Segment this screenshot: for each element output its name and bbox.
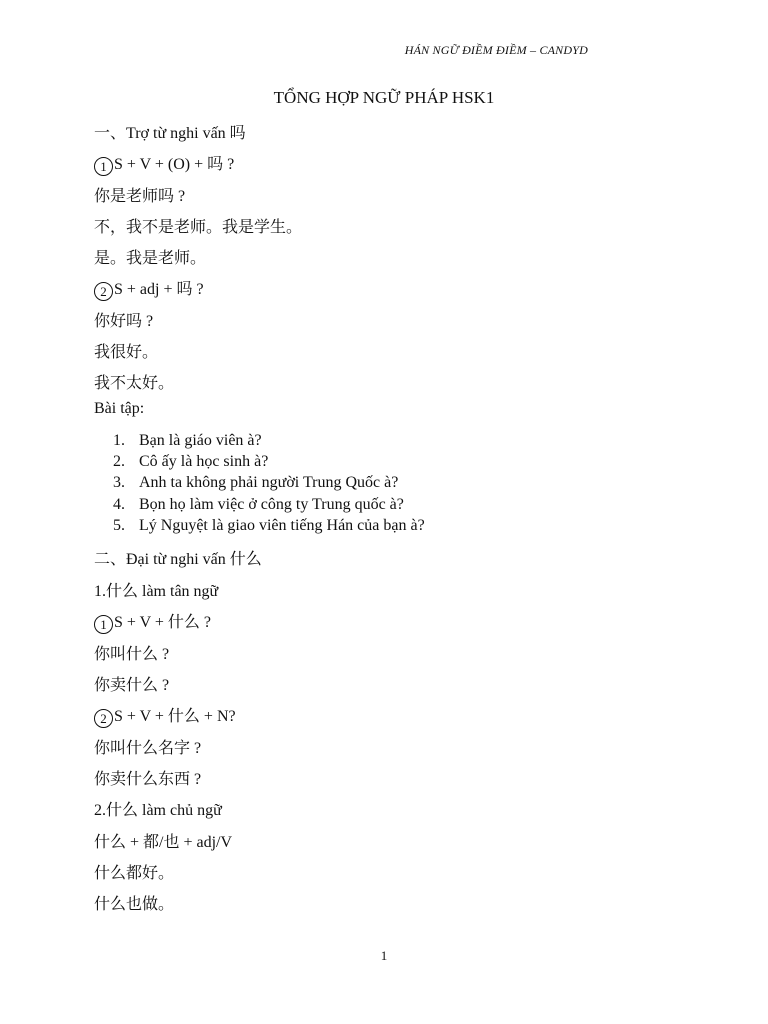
pattern-line: 什么 + 都/也 + adj/V [94, 834, 233, 851]
section-1-pattern-1 [94, 151, 234, 176]
circled-number: 1 [94, 615, 113, 634]
page-number: 1 [380, 948, 388, 963]
section-2-heading: 二、Đại từ nghi vấn 什么 [94, 551, 262, 568]
section-2-pattern-2 [94, 703, 236, 728]
list-item: 3. Anh ta không phải người Trung Quốc à? [113, 474, 399, 492]
document-title: TỔNG HỢP NGỮ PHÁP HSK1 [273, 88, 495, 107]
circled-number: 2 [94, 282, 113, 301]
exercise-list [113, 430, 425, 536]
example-sentence: 我很好。 [94, 344, 159, 361]
section-1-pattern-2 [94, 276, 204, 301]
running-header: HÁN NGỮ ĐIỀM ĐIỀM – CANDYD [404, 43, 588, 57]
example-sentence: 你好吗 ? [94, 313, 154, 330]
exercise-label: Bài tập: [94, 400, 145, 417]
subsection-heading: 2.什么 làm chủ ngữ [94, 802, 222, 819]
example-sentence: 我不太好。 [94, 375, 175, 392]
list-item: 4. Bọn họ làm việc ở công ty Trung quốc à? [113, 495, 404, 513]
list-item: 1. Bạn là giáo viên à? [113, 432, 262, 449]
list-item: 5. Lý Nguyệt là giao viên tiếng Hán của bạn à? [113, 516, 425, 534]
list-item: 2. Cô ấy là học sinh à? [113, 453, 269, 471]
example-sentence: 什么也做。 [94, 896, 175, 913]
subsection-heading: 1.什么 làm tân ngữ [94, 583, 219, 600]
circled-number: 1 [94, 157, 113, 176]
pattern-text: S + V + (O) + 吗 ? [114, 156, 235, 173]
pattern-text: S + V + 什么 ? [114, 614, 212, 631]
example-sentence: 不，我不是老师。我是学生。 [94, 219, 303, 236]
pattern-text: S + adj + 吗 ? [114, 281, 204, 298]
example-sentence: 你是老师吗 ? [94, 188, 186, 205]
pattern-text: S + V + 什么 + N? [114, 708, 236, 725]
example-sentence: 你叫什么 ? [94, 646, 170, 663]
circled-number: 2 [94, 709, 113, 728]
example-sentence: 你叫什么名字 ? [94, 740, 202, 757]
section-1-heading: 一、Trợ từ nghi vấn 吗 [94, 125, 246, 142]
example-sentence: 什么都好。 [94, 865, 175, 882]
section-2-pattern-1 [94, 609, 211, 634]
example-sentence: 你卖什么东西 ? [94, 771, 202, 788]
example-sentence: 是。我是老师。 [94, 250, 207, 267]
example-sentence: 你卖什么 ? [94, 677, 170, 694]
